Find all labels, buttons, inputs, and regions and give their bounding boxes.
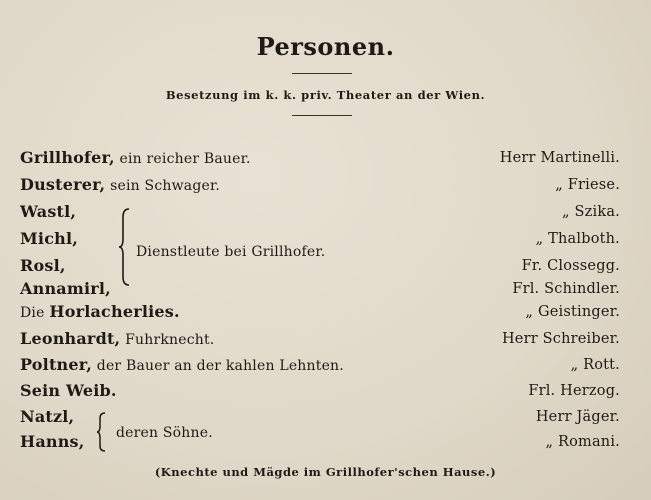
actor-name: „ Friese.	[555, 177, 620, 193]
servants-brace	[118, 207, 132, 287]
actor-name: Herr Jäger.	[535, 409, 620, 425]
role-name: Sein Weib.	[20, 381, 117, 400]
page-title: Personen.	[256, 32, 395, 61]
role-name: Annamirl,	[20, 279, 111, 298]
role-name: Wastl,	[20, 202, 77, 221]
role-name: Michl,	[20, 229, 79, 248]
cast-row	[20, 277, 620, 301]
role-name: Horlacherlies.	[49, 302, 180, 321]
role-desc: sein Schwager.	[110, 178, 220, 194]
actor-name: „ Geistinger.	[525, 304, 620, 320]
servants-group-label: Dienstleute bei Grillhofer.	[136, 244, 326, 260]
actor-name: „ Romani.	[545, 434, 620, 450]
cast-row	[20, 379, 620, 403]
actor-name: Fr. Clossegg.	[521, 258, 620, 274]
actor-name: „ Thalboth.	[535, 231, 620, 247]
actor-name: Herr Schreiber.	[501, 331, 620, 347]
cast-row	[20, 430, 620, 454]
sons-group-label: deren Söhne.	[116, 425, 213, 441]
cast-row	[20, 146, 620, 170]
cast-row	[20, 300, 620, 324]
role-name: Natzl,	[20, 407, 75, 426]
subtitle-rule	[292, 115, 352, 116]
role-desc: Fuhrknecht.	[125, 332, 215, 348]
role-desc: ein reicher Bauer.	[119, 151, 251, 167]
footer-note: (Knechte und Mägde im Grillhofer'schen Hause.)	[154, 465, 497, 479]
role-name: Leonhardt,	[20, 329, 121, 348]
cast-row	[20, 200, 620, 224]
cast-row	[20, 353, 620, 377]
role-name: Dusterer,	[20, 175, 106, 194]
actor-name: Herr Martinelli.	[499, 150, 620, 166]
role-name: Hanns,	[20, 432, 85, 451]
sons-brace	[96, 411, 108, 453]
cast-row	[20, 327, 620, 351]
role-name: Rosl,	[20, 256, 66, 275]
role-desc: der Bauer an der kahlen Lehnten.	[96, 358, 344, 374]
title-rule	[292, 73, 352, 74]
cast-subtitle: Besetzung im k. k. priv. Theater an der Wien.	[165, 88, 486, 102]
actor-name: „ Szika.	[562, 204, 620, 220]
actor-name: „ Rott.	[570, 357, 620, 373]
role-name: Poltner,	[20, 355, 92, 374]
role-prefix: Die	[20, 305, 45, 321]
actor-name: Frl. Schindler.	[512, 281, 620, 297]
actor-name: Frl. Herzog.	[528, 383, 620, 399]
cast-row	[20, 173, 620, 197]
role-name: Grillhofer,	[20, 148, 115, 167]
cast-row	[20, 405, 620, 429]
